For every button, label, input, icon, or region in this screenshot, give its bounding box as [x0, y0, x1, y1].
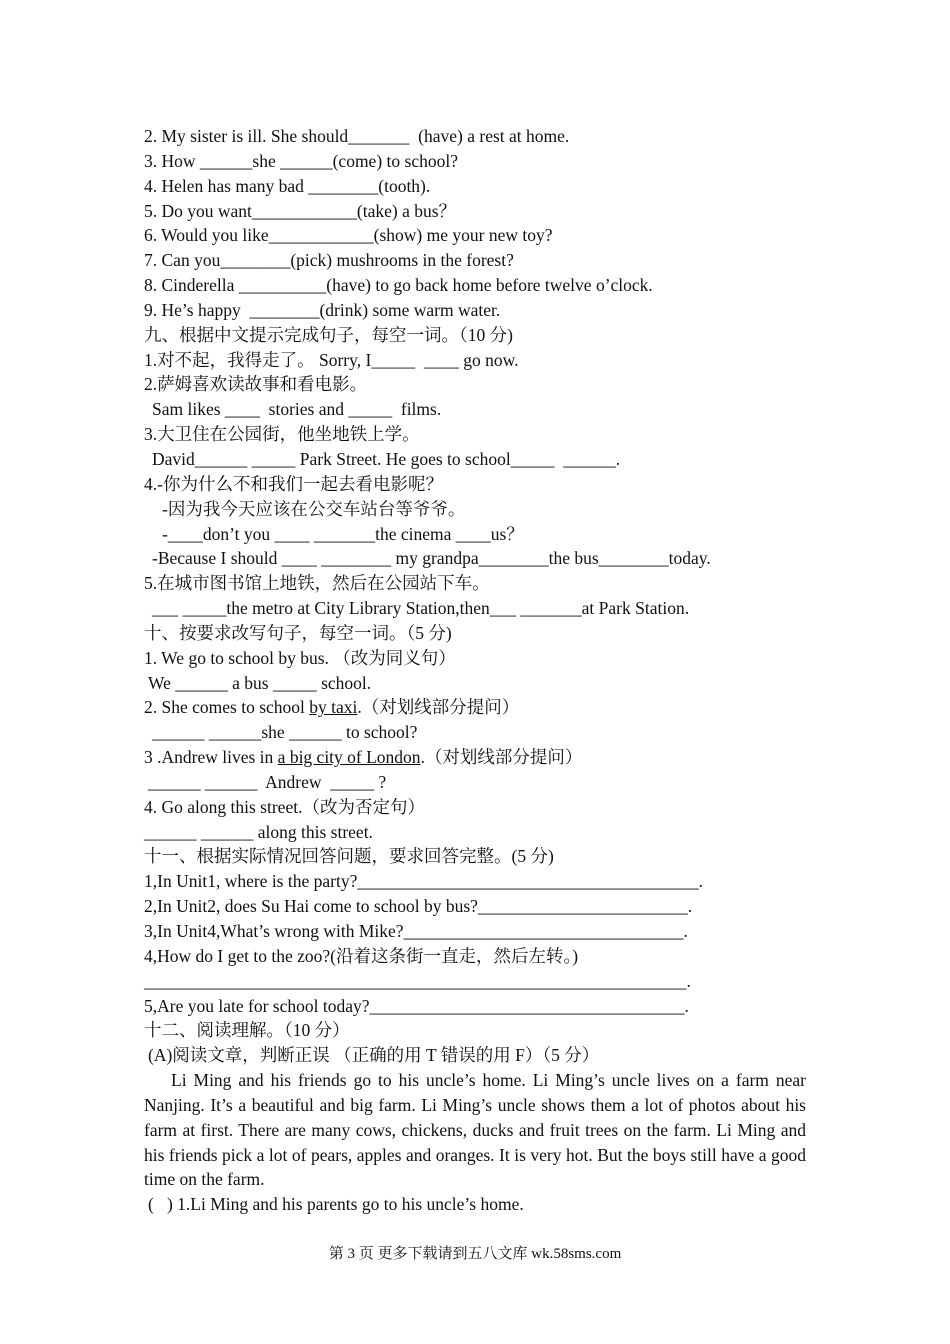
- exercise-line: 2,In Unit2, does Su Hai come to school by bus?________________________.: [144, 896, 693, 917]
- exercise-line: 4,How do I get to the zoo?(沿着这条街一直走，然后左转。): [144, 945, 579, 966]
- exercise-line: -____don’t you ____ _______the cinema ____us？: [162, 523, 524, 544]
- exercise-line: 1. We go to school by bus. （改为同义句）: [144, 647, 456, 668]
- exercise-line: David______ _____ Park Street. He goes to school_____ ______.: [152, 448, 621, 469]
- section-heading: 十一、根据实际情况回答问题，要求回答完整。(5 分): [144, 846, 554, 867]
- exercise-line: ______ ______ Andrew _____ ?: [148, 771, 387, 792]
- exercise-line: 7. Can you________(pick) mushrooms in the forest?: [144, 250, 514, 271]
- reading-passage: Li Ming and his friends go to his uncle’s home. Li Ming’s uncle lives on a farm near Nanjing. It’s a beautiful and big farm. Li Ming’s uncle shows them a lot of photos about his farm at first. There are many cows, chickens, ducks and fruit trees on the farm. Li Ming and his friends pick a lot of pears, apples and oranges. It is very hot. But the boys still have a good time on the farm.: [144, 1070, 806, 1190]
- section-heading: 十、按要求改写句子，每空一词。（5 分): [144, 622, 452, 643]
- exercise-line: 2. She comes to school by taxi.（对划线部分提问）: [144, 697, 520, 718]
- exercise-line: ______ ______she ______ to school?: [152, 722, 418, 743]
- exercise-line: We ______ a bus _____ school.: [148, 672, 372, 693]
- exercise-line: 4. Helen has many bad ________(tooth).: [144, 175, 431, 196]
- exercise-line: 5.在城市图书馆上地铁，然后在公园站下车。: [144, 573, 490, 594]
- worksheet-page: [144, 124, 806, 1217]
- exercise-line: 3.大卫住在公园街，他坐地铁上学。: [144, 424, 420, 445]
- exercise-line: 3,In Unit4,What’s wrong with Mike?________________________________.: [144, 921, 688, 941]
- exercise-line: 9. He’s happy ________(drink) some warm water.: [144, 299, 501, 320]
- exercise-line: ______________________________________________________________.: [144, 970, 691, 991]
- exercise-line: ( ) 1.Li Ming and his parents go to his uncle’s home.: [148, 1194, 524, 1215]
- exercise-line: 8. Cinderella __________(have) to go back home before twelve o’clock.: [144, 275, 653, 296]
- exercise-line: -因为我今天应该在公交车站台等爷爷。: [162, 498, 466, 519]
- underlined-phrase: by taxi: [309, 697, 358, 718]
- underlined-phrase: a big city of London: [277, 747, 421, 768]
- exercise-line: ___ _____the metro at City Library Station,then___ _______at Park Station.: [152, 598, 690, 619]
- exercise-line: 1,In Unit1, where is the party?_______________________________________.: [144, 871, 703, 892]
- section-heading: 九、根据中文提示完成句子，每空一词。（10 分): [144, 324, 513, 345]
- exercise-line: 1.对不起，我得走了。 Sorry, I_____ ____ go now.: [144, 349, 519, 370]
- exercise-line: 5,Are you late for school today?____________________________________.: [144, 995, 689, 1016]
- exercise-line: 6. Would you like____________(show) me your new toy?: [144, 225, 553, 246]
- exercise-line: 3 .Andrew lives in a big city of London.（对划线部分提问）: [144, 747, 583, 768]
- exercise-line: 2. My sister is ill. She should_______ (have) a rest at home.: [144, 126, 570, 146]
- exercise-line: 2.萨姆喜欢读故事和看电影。: [144, 374, 368, 395]
- section-heading: 十二、阅读理解。（10 分）: [144, 1020, 350, 1041]
- exercise-line: -Because I should ____ ________ my grandpa________the bus________today.: [152, 548, 711, 569]
- exercise-line: ______ ______ along this street.: [144, 821, 373, 842]
- exercise-line: Sam likes ____ stories and _____ films.: [152, 399, 442, 420]
- page-footer: 第 3 页 更多下载请到五八文库 wk.58sms.com: [328, 1246, 622, 1262]
- subsection-heading: (A)阅读文章，判断正误 （正确的用 T 错误的用 F）（5 分）: [148, 1045, 600, 1066]
- exercise-line: 4.-你为什么不和我们一起去看电影呢？: [144, 473, 443, 494]
- exercise-line: 5. Do you want____________(take) a bus？: [144, 200, 457, 221]
- exercise-line: 4. Go along this street.（改为否定句）: [144, 796, 425, 817]
- exercise-line: 3. How ______she ______(come) to school?: [144, 150, 458, 171]
